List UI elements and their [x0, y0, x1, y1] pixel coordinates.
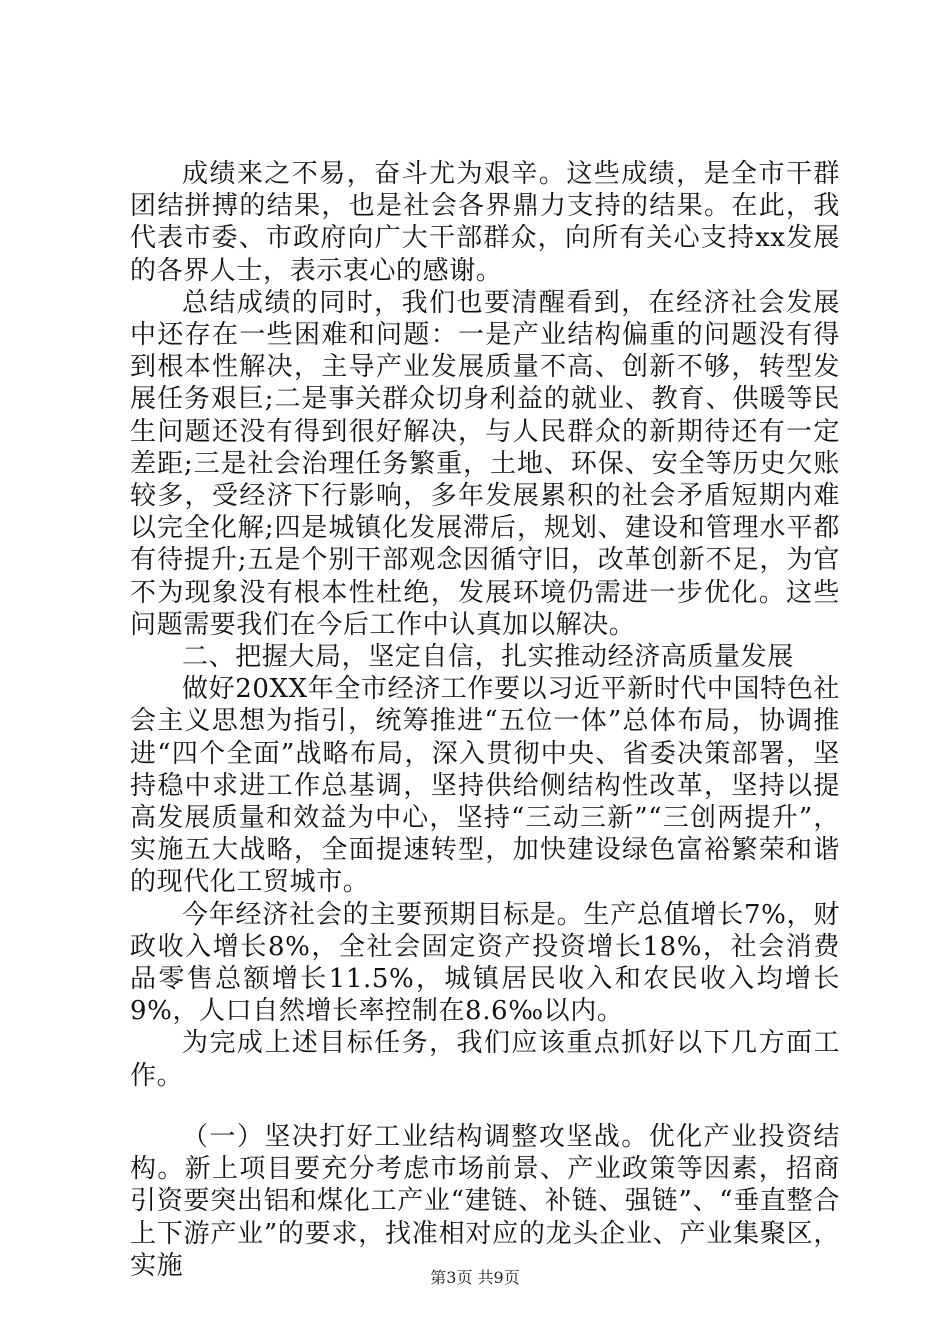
- paragraph-targets: 今年经济社会的主要预期目标是。生产总值增长7%，财政收入增长8%，全社会固定资产投资增长18%，社会消费品零售总额增长11.5%，城镇居民收入和农民收入均增长9%，人口自然增长率控制在8.6‰以内。: [130, 899, 840, 1027]
- paragraph-key-work-intro: 为完成上述目标任务，我们应该重点抓好以下几方面工作。: [130, 1028, 840, 1091]
- paragraph-achievements-thanks: 成绩来之不易，奋斗尤为艰辛。这些成绩，是全市干群团结拼搏的结果，也是社会各界鼎力支持的结果。在此，我代表市委、市政府向广大干部群众，向所有关心支持xx发展的各界人士，表示衷心的感谢。: [130, 159, 840, 286]
- section-heading-2: 二、把握大局，坚定自信，扎实推动经济高质量发展: [182, 642, 794, 673]
- paragraph-problems: 总结成绩的同时，我们也要清醒看到，在经济社会发展中还存在一些困难和问题：一是产业结构偏重的问题没有得到根本性解决，主导产业发展质量不高、创新不够，转型发展任务艰巨;二是事关群众切身利益的就业、教育、供暖等民生问题还没有得到很好解决，与人民群众的新期待还有一定差距;三是社会治理任务繁重，土地、环保、安全等历史欠账较多，受经济下行影响，多年发展累积的社会矛盾短期内难以完全化解;四是城镇化发展滞后，规划、建设和管理水平都有待提升;五是个别干部观念因循守旧，改革创新不足，为官不为现象没有根本性杜绝，发展环境仍需进一步优化。这些问题需要我们在今后工作中认真加以解决。: [130, 287, 840, 640]
- paragraph-economic-work: 做好20XX年全市经济工作要以习近平新时代中国特色社会主义思想为指引，统筹推进“五位一体”总体布局，协调推进“四个全面”战略布局，深入贯彻中央、省委决策部署，坚持稳中求进工作总基调，坚持供给侧结构性改革，坚持以提高发展质量和效益为中心，坚持“三动三新”“三创两提升”，实施五大战略，全面提速转型，加快建设绿色富裕繁荣和谐的现代化工贸城市。: [130, 674, 840, 898]
- document-body: [130, 158, 840, 1282]
- paragraph-industrial-restructuring: （一）坚决打好工业结构调整攻坚战。优化产业投资结构。新上项目要充分考虑市场前景、产业政策等因素，招商引资要突出铝和煤化工产业“建链、补链、强链”、“垂直整合上下游产业”的要求，找准相对应的龙头企业、产业集聚区，实施: [130, 1121, 840, 1281]
- page-number-footer: 第3页 共9页: [430, 1268, 520, 1287]
